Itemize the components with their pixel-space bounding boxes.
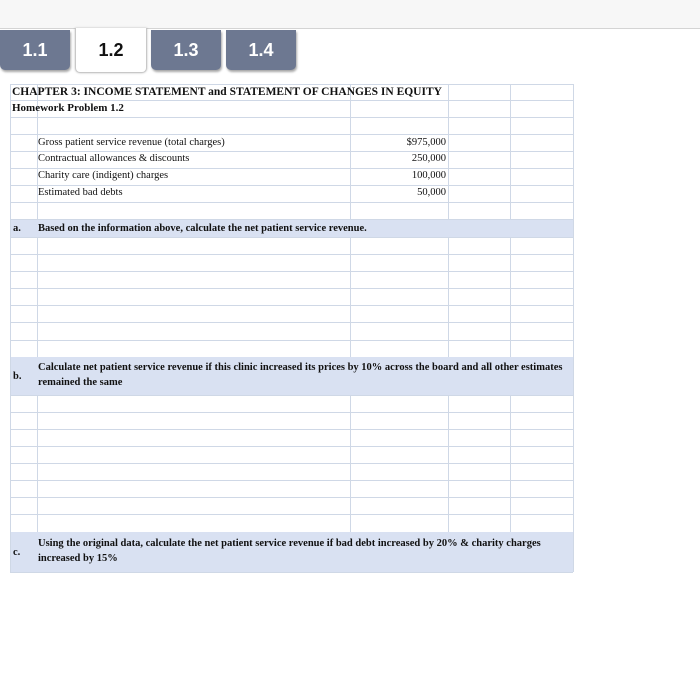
item-label: Estimated bad debts xyxy=(38,187,123,198)
sheet-title: CHAPTER 3: INCOME STATEMENT and STATEMENT OF CHANGES IN EQUITY xyxy=(12,86,442,98)
question-marker: a. xyxy=(13,223,21,234)
grid-row-line xyxy=(10,100,573,101)
question-marker: b. xyxy=(13,371,22,382)
top-bar xyxy=(0,0,700,29)
item-value: 250,000 xyxy=(411,153,446,164)
grid-row-line xyxy=(10,84,573,85)
grid-row-line xyxy=(10,254,573,255)
grid-row-line xyxy=(10,446,573,447)
question-marker: c. xyxy=(13,547,21,558)
grid-row-line xyxy=(10,480,573,481)
grid-row-line xyxy=(10,412,573,413)
grid-column-line xyxy=(510,84,511,572)
grid-row-line xyxy=(10,271,573,272)
grid-row-line xyxy=(10,463,573,464)
item-label: Charity care (indigent) charges xyxy=(38,170,169,181)
grid-column-line xyxy=(573,84,574,572)
grid-row-line xyxy=(10,288,573,289)
grid-column-line xyxy=(448,84,449,572)
grid-row-line xyxy=(10,305,573,306)
grid-row-line xyxy=(10,202,573,203)
grid-row-line xyxy=(10,340,573,341)
question-text: Using the original data, calculate the net patient service revenue if bad debt increased by 20% & charity charges increased by 15% xyxy=(38,538,541,564)
grid-row-line xyxy=(10,168,573,169)
tab-1-1[interactable]: 1.1 xyxy=(0,30,70,70)
grid-row-line xyxy=(10,395,573,396)
grid-row-line xyxy=(10,572,573,573)
grid-column-line xyxy=(10,84,11,572)
item-value: 100,000 xyxy=(411,170,446,181)
grid-row-line xyxy=(10,497,573,498)
question-text: Calculate net patient service revenue if this clinic increased its prices by 10% across the board and all other estimates remained the same xyxy=(38,362,563,388)
sheet-tabs xyxy=(0,28,700,74)
sheet-subtitle: Homework Problem 1.2 xyxy=(12,102,124,114)
grid-row-line xyxy=(10,237,573,238)
grid-row-line xyxy=(10,134,573,135)
tab-1-2[interactable]: 1.2 xyxy=(75,28,147,73)
grid-row-line xyxy=(10,429,573,430)
spreadsheet-grid xyxy=(10,84,573,572)
grid-row-line xyxy=(10,514,573,515)
item-value: 50,000 xyxy=(417,187,446,198)
grid-row-line xyxy=(10,185,573,186)
tab-1-4[interactable]: 1.4 xyxy=(226,30,296,70)
grid-row-line xyxy=(10,322,573,323)
grid-column-line xyxy=(350,84,351,572)
question-text: Based on the information above, calculate the net patient service revenue. xyxy=(38,223,367,234)
grid-row-line xyxy=(10,151,573,152)
item-value: $975,000 xyxy=(406,137,446,148)
tab-1-3[interactable]: 1.3 xyxy=(151,30,221,70)
grid-row-line xyxy=(10,117,573,118)
item-label: Contractual allowances & discounts xyxy=(38,153,190,164)
item-label: Gross patient service revenue (total charges) xyxy=(38,137,225,148)
